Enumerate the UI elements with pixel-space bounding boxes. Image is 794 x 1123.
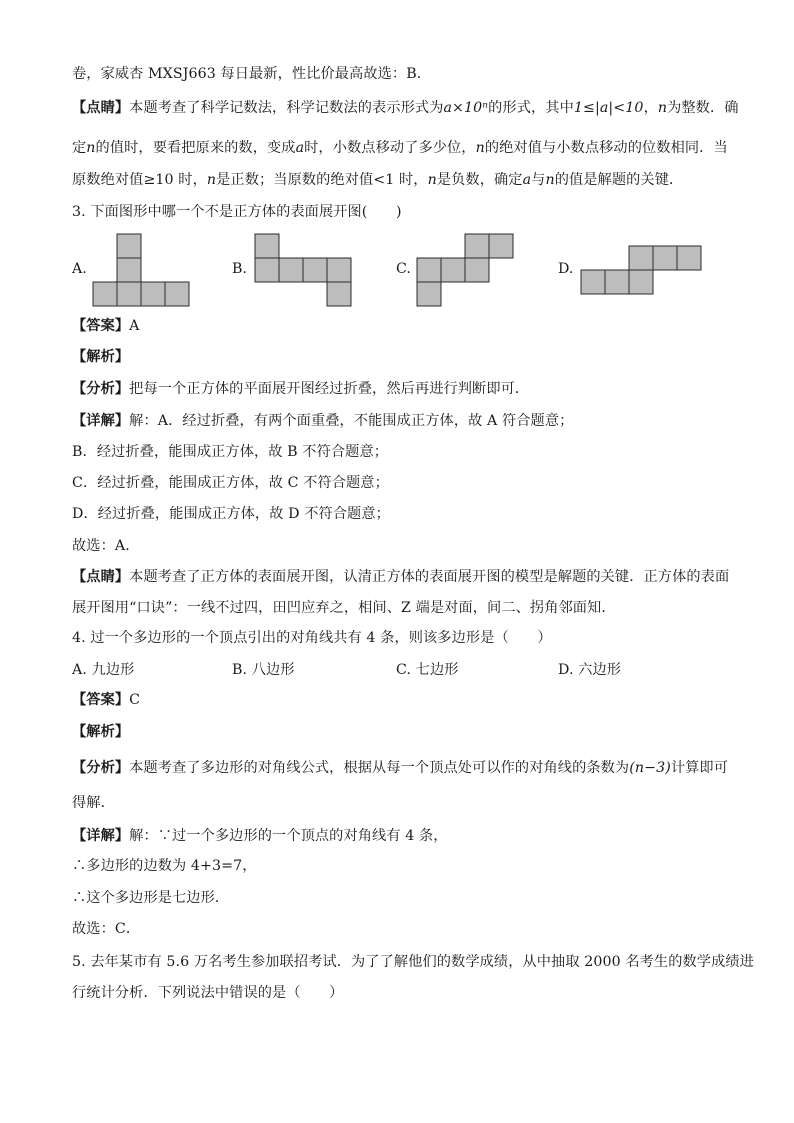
net-figure-a [92,233,192,311]
option-b-label: B. [232,261,247,277]
text-line: 【点睛】本题考查了科学记数法，科学记数法的表示形式为a×10ⁿ的形式，其中1≤|a|<10，n为整数．确 [72,100,739,116]
option-b: B. 八边形 [232,662,295,678]
option-c-label: C. [396,261,411,277]
question-3-stem: 3. 下面图形中哪一个不是正方体的表面展开图( ) [72,204,402,220]
answer-line: 【答案】A [72,318,140,334]
option-c: C. 七边形 [396,662,459,678]
option-a: A. 九边形 [72,662,135,678]
text-line: 行统计分析．下列说法中错误的是（ ） [72,985,344,1001]
text-line: ∴多边形的边数为 4+3=7， [72,858,257,874]
text-line: 故选：C． [72,921,141,937]
option-a-label: A. [72,261,87,277]
text-line: 【分析】本题考查了多边形的对角线公式，根据从每一个顶点处可以作的对角线的条数为(n−3)计算即可 [72,760,729,776]
question-5-stem: 5. 去年某市有 5.6 万名考生参加联招考试．为了了解他们的数学成绩，从中抽取 2000 名考生的数学成绩进 [72,954,754,970]
net-figure-c [416,233,516,311]
question-4-stem: 4. 过一个多边形的一个顶点引出的对角线共有 4 条，则该多边形是（ ） [72,630,552,646]
text-line: 故选：A． [72,538,140,554]
text-line: 【点睛】本题考查了正方体的表面展开图，认清正方体的表面展开图的模型是解题的关键．正方体的表面 [72,569,730,585]
text-line: 【分析】把每一个正方体的平面展开图经过折叠，然后再进行判断即可． [72,381,530,397]
text-line: B．经过折叠，能围成正方体，故 B 不符合题意； [72,444,389,460]
text-line: 原数绝对值≥10 时，n是正数；当原数的绝对值<1 时，n是负数，确定a与n的值是解题的关键． [72,172,684,188]
text-line: 展开图用“口诀”：一线不过四，田凹应弃之，相间、Z 端是对面，间二、拐角邻面知． [72,600,616,616]
text-line: D．经过折叠，能围成正方体，故 D 不符合题意； [72,506,390,522]
text-line: 【详解】解：∵过一个多边形的一个顶点的对角线有 4 条， [72,828,448,844]
option-d-label: D. [558,261,574,277]
text-line: 得解． [72,795,115,811]
text-line: 【详解】解：A．经过折叠，有两个面重叠，不能围成正方体，故 A 符合题意； [72,413,574,429]
text-line: 定n的值时，要看把原来的数，变成a时，小数点移动了多少位，n的绝对值与小数点移动的位数相同．当 [72,140,728,156]
analysis-heading: 【解析】 [72,724,130,740]
net-figure-d [580,245,704,299]
answer-line: 【答案】C [72,692,141,708]
option-d: D. 六边形 [558,662,622,678]
analysis-heading: 【解析】 [72,349,130,365]
net-figure-b [254,233,354,311]
text-line: 卷，家威杏 MXSJ663 每日最新，性比价最高故选：B． [72,66,432,82]
text-line: ∴这个多边形是七边形． [72,890,230,906]
text-line: C．经过折叠，能围成正方体，故 C 不符合题意； [72,475,389,491]
